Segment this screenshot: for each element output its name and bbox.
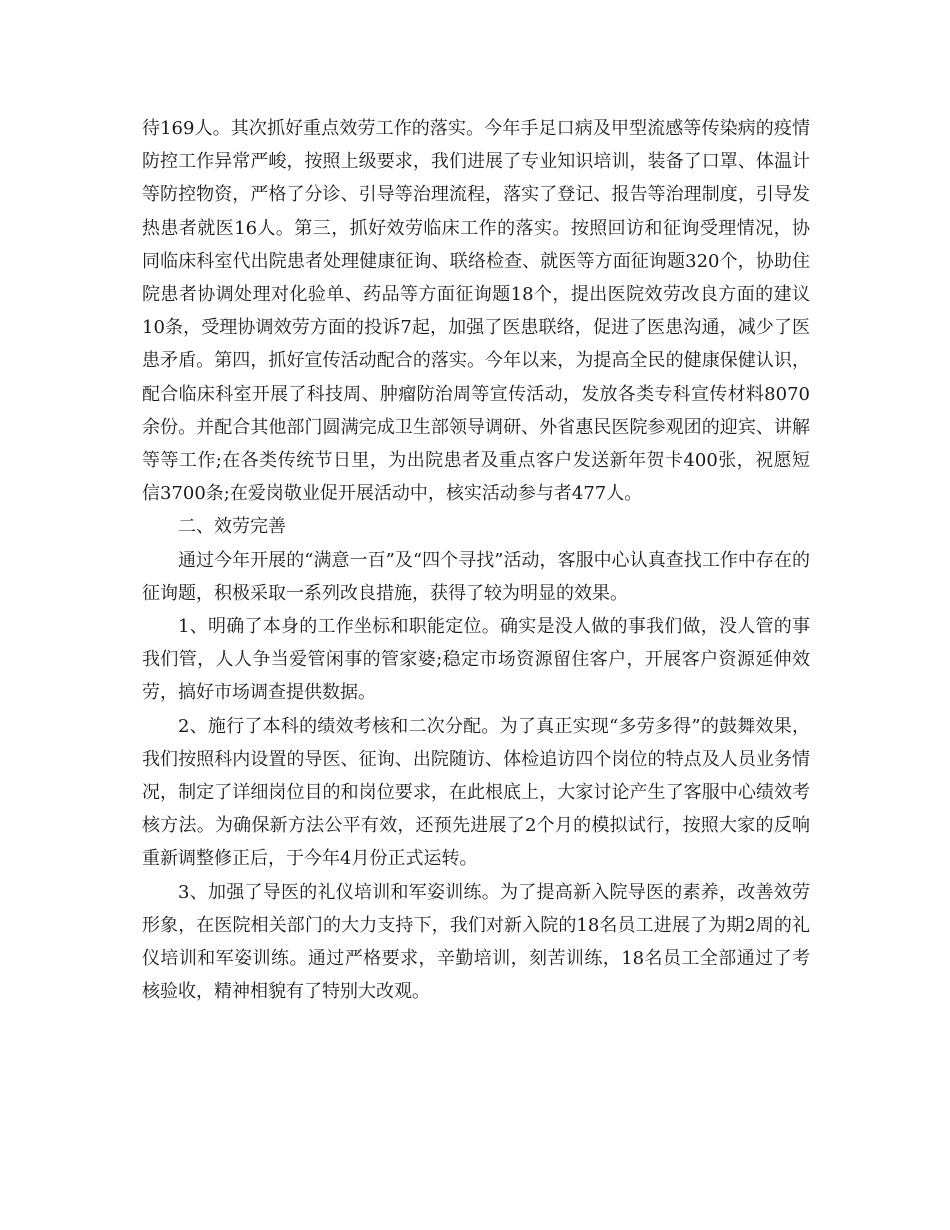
paragraph-intro: 待169人。其次抓好重点效劳工作的落实。今年手足口病及甲型流感等传染病的疫情防控工作异常严峻，按照上级要求，我们进展了专业知识培训，装备了口罩、体温计等防控物资，严格了分诊、引导等治理流程，落实了登记、报告等治理制度，引导发热患者就医16人。第三，抓好效劳临床工作的落实。按照回访和征询受理情况，协同临床科室代出院患者处理健康征询、联络检查、就医等方面征询题320个，协助住院患者协调处理对化验单、药品等方面征询题18个，提出医院效劳改良方面的建议10条，受理协调效劳方面的投诉7起，加强了医患联络，促进了医患沟通，减少了医患矛盾。第四，抓好宣传活动配合的落实。今年以来，为提高全民的健康保健认识，配合临床科室开展了科技周、肿瘤防治周等宣传活动，发放各类专科宣传材料8070余份。并配合其他部门圆满完成卫生部领导调研、外省惠民医院参观团的迎宾、讲解等等工作;在各类传统节日里，为出院患者及重点客户发送新年贺卡400张，祝愿短信3700条;在爱岗敬业促开展活动中，核实活动参与者477人。 [142,118,810,505]
paragraph-overview: 通过今年开展的“满意一百”及“四个寻找”活动，客服中心认真查找工作中存在的征询题，积极采取一系列改良措施，获得了较为明显的效果。 [142,549,810,604]
section-heading: 二、效劳完善 [178,516,286,538]
document-body [142,112,810,1008]
paragraph-item-2: 2、施行了本科的绩效考核和二次分配。为了真正实现“多劳多得”的鼓舞效果，我们按照科内设置的导医、征询、出院随访、体检追访四个岗位的特点及人员业务情况，制定了详细岗位目的和岗位要求，在此根底上，大家讨论产生了客服中心绩效考核方法。为确保新方法公平有效，还预先进展了2个月的模拟试行，按照大家的反响重新调整修正后，于今年4月份正式运转。 [142,715,810,870]
paragraph-item-1: 1、明确了本身的工作坐标和职能定位。确实是没人做的事我们做，没人管的事我们管，人人争当爱管闲事的管家婆;稳定市场资源留住客户，开展客户资源延伸效劳，搞好市场调查提供数据。 [142,616,810,704]
paragraph-item-3: 3、加强了导医的礼仪培训和军姿训练。为了提高新入院导医的素养，改善效劳形象，在医院相关部门的大力支持下，我们对新入院的18名员工进展了为期2周的礼仪培训和军姿训练。通过严格要求，辛勤培训，刻苦训练，18名员工全部通过了考核验收，精神相貌有了特别大改观。 [142,881,810,1003]
